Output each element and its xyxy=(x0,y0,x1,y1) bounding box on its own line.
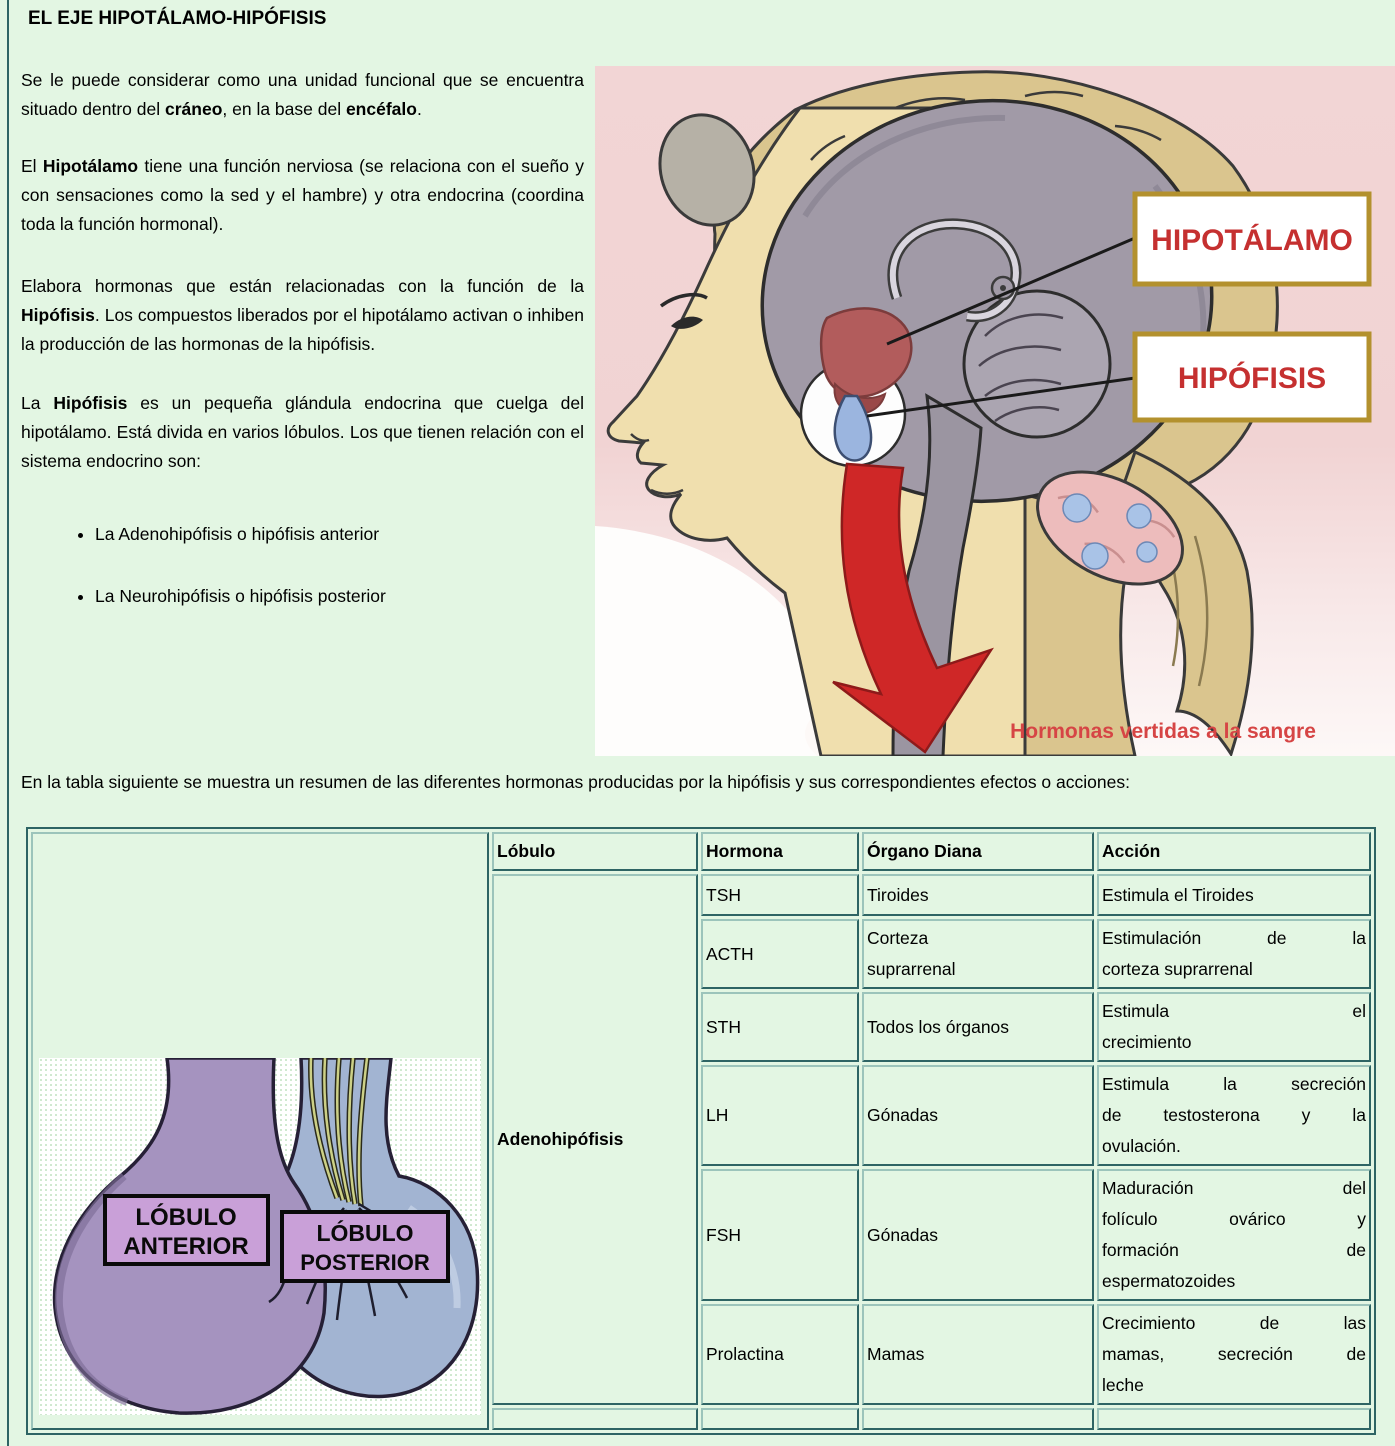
bold-hipofisis-2: Hipófisis xyxy=(53,393,128,413)
organ-cell xyxy=(862,992,1094,1062)
text-segment: . xyxy=(416,99,422,119)
table-header-row xyxy=(31,832,1371,871)
text-segment: , en la base del xyxy=(222,99,346,119)
paragraph-unit xyxy=(21,66,584,124)
scrunchie-dot xyxy=(1063,494,1091,522)
hypothalamus-label: HIPOTÁLAMO xyxy=(1151,224,1353,257)
bold-hipofisis: Hipófisis xyxy=(21,305,95,325)
thalamus-dot xyxy=(1000,285,1006,291)
organ-cell xyxy=(862,919,1094,989)
organ-cell xyxy=(862,874,1094,916)
pituitary-label: HIPÓFISIS xyxy=(1177,362,1327,395)
column-header-accion: Acción xyxy=(1097,832,1371,871)
paragraph-hypothalamus xyxy=(21,152,584,239)
text-segment: Elabora hormonas que están relacionadas con la función de la xyxy=(21,276,584,296)
lobes-list xyxy=(21,520,565,611)
action-cell xyxy=(1097,1304,1371,1405)
bold-encefalo: encéfalo xyxy=(345,99,417,119)
stub-cell xyxy=(862,1408,1094,1430)
stub-cell xyxy=(701,1408,859,1430)
paragraph-pituitary xyxy=(21,389,584,476)
action-line: espermatozoides xyxy=(1102,1271,1236,1291)
action-line: Estimula la secreción xyxy=(1102,1074,1366,1094)
scrunchie-dot xyxy=(1127,504,1151,528)
organ-line: Gónadas xyxy=(867,1105,939,1125)
list-item-adenohypophysis: • La Adenohipófisis o hipófisis anterior xyxy=(95,520,565,549)
action-line: folículo ovárico y xyxy=(1102,1209,1366,1229)
hormone-cell: ACTH xyxy=(701,919,859,989)
head-brain-illustration xyxy=(595,66,1395,756)
text-segment: Se le puede considerar como una unidad funcional que se encuentra situado dentro del xyxy=(21,70,584,119)
action-line: crecimiento xyxy=(1102,1032,1192,1052)
page-left-border xyxy=(7,0,9,1446)
action-line: leche xyxy=(1102,1375,1144,1395)
action-cell xyxy=(1097,1065,1371,1166)
organ-line: suprarrenal xyxy=(867,959,956,979)
text-segment: El xyxy=(21,156,43,176)
scrunchie-dot xyxy=(1137,542,1157,562)
action-line: Estimulación de la xyxy=(1102,928,1366,948)
action-line: de testosterona y la xyxy=(1102,1105,1366,1125)
hormone-cell: Prolactina xyxy=(701,1304,859,1405)
gland-figure-cell xyxy=(31,832,489,1430)
intro-section xyxy=(21,66,1380,743)
text-segment: es un pequeña glándula endocrina que cuelga del hipotálamo. Está divida en varios lóbulos. Los que tienen relación con el sistema endocrino son: xyxy=(21,393,584,471)
hormones-table xyxy=(26,827,1376,1435)
stub-cell xyxy=(492,1408,698,1430)
action-cell xyxy=(1097,919,1371,989)
head-brain-figure xyxy=(595,66,1395,756)
page-title: EL EJE HIPOTÁLAMO-HIPÓFISIS xyxy=(28,8,327,29)
posterior-label-line2: POSTERIOR xyxy=(300,1249,430,1275)
action-line: Maduración del xyxy=(1102,1178,1366,1198)
column-header-lobulo: Lóbulo xyxy=(492,832,698,871)
pituitary-gland-figure xyxy=(39,1058,481,1415)
anterior-label-line1: LÓBULO xyxy=(135,1203,237,1231)
figure-caption: Hormonas vertidas a la sangre xyxy=(1010,720,1316,743)
organ-cell xyxy=(862,1065,1094,1166)
posterior-label-line1: LÓBULO xyxy=(316,1219,414,1246)
hormone-cell: STH xyxy=(701,992,859,1062)
bold-hipotalamo: Hipotálamo xyxy=(42,156,139,176)
list-item-neurohypophysis: • La Neurohipófisis o hipófisis posterior xyxy=(95,582,565,611)
text-segment: . Los compuestos liberados por el hipotálamo activan o inhiben la producción de las hormonas de la hipófisis. xyxy=(21,305,584,354)
scrunchie-dot xyxy=(1082,543,1108,569)
hormone-cell: LH xyxy=(701,1065,859,1166)
organ-line: Tiroides xyxy=(867,884,929,905)
action-line: corteza suprarrenal xyxy=(1102,959,1253,979)
stub-cell xyxy=(1097,1408,1371,1430)
organ-line: Corteza xyxy=(867,928,929,948)
paragraph-hormones xyxy=(21,272,584,359)
action-line: formación de xyxy=(1102,1240,1366,1260)
column-header-organo-diana: Órgano Diana xyxy=(862,832,1094,871)
action-line: mamas, secreción de xyxy=(1102,1344,1366,1364)
action-line: Estimula el xyxy=(1102,1001,1366,1021)
action-line: ovulación. xyxy=(1102,1136,1181,1156)
action-cell xyxy=(1097,874,1371,916)
action-cell xyxy=(1097,992,1371,1062)
action-line: Crecimiento de las xyxy=(1102,1313,1366,1333)
organ-line: Mamas xyxy=(867,1344,925,1364)
organ-cell xyxy=(862,1304,1094,1405)
hormone-cell: TSH xyxy=(701,874,859,916)
organ-cell xyxy=(862,1169,1094,1301)
lobe-cell-adenohipofisis: Adenohipófisis xyxy=(492,874,698,1405)
bold-craneo: cráneo xyxy=(165,99,223,119)
anterior-label-line2: ANTERIOR xyxy=(123,1232,249,1260)
action-line: Estimula el Tiroides xyxy=(1102,884,1254,905)
column-header-hormona: Hormona xyxy=(701,832,859,871)
action-cell xyxy=(1097,1169,1371,1301)
organ-line: Todos los órganos xyxy=(867,1016,1010,1037)
table-intro-paragraph: En la tabla siguiente se muestra un resumen de las diferentes hormonas producidas por la hipófisis y sus correspondientes efectos o acciones: xyxy=(21,772,1130,792)
organ-line: Gónadas xyxy=(867,1224,939,1245)
hormone-cell: FSH xyxy=(701,1169,859,1301)
text-segment: La xyxy=(21,393,54,413)
text-segment: tiene una función nerviosa (se relaciona con el sueño y con sensaciones como la sed y el hambre) y otra endocrina (coordina toda la función hormonal). xyxy=(21,156,584,234)
pituitary-gland-illustration xyxy=(39,1058,481,1415)
